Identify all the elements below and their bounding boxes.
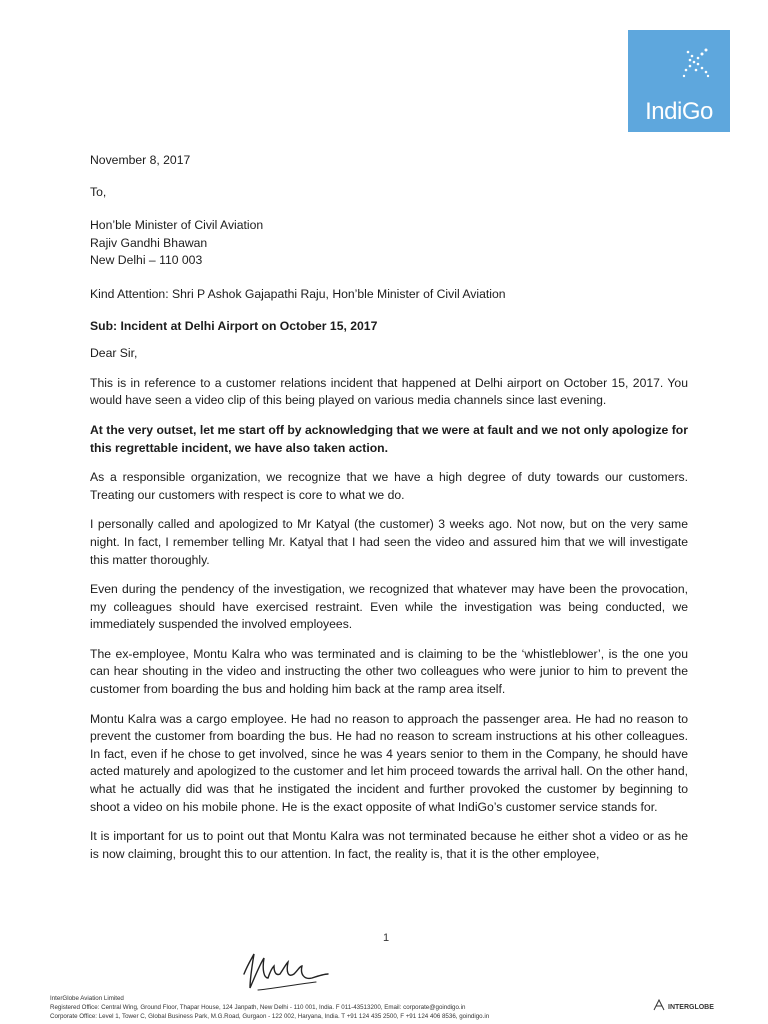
signature-icon xyxy=(238,944,334,996)
greeting: Dear Sir, xyxy=(90,346,138,361)
letter-date: November 8, 2017 xyxy=(90,153,191,167)
paragraph: Montu Kalra was a cargo employee. He had no reason to approach the passenger area. He had no reason to prevent the customer from boarding the bus. He had no reason to scream instructions at his other colleagues. In fact, even if he chose to get involved, since he was 4 years senior to them in the Company, he should have acted maturely and apologized to the customer and let him proceed towards the arrival hall. On the other hand, what he actually did was that he instigated the incident and further provoked the customer by beginning to shoot a video on his mobile phone. He is the exact opposite of what IndiGo’s customer service stands for. xyxy=(90,711,688,814)
letter-footer xyxy=(50,994,750,1021)
indigo-logo xyxy=(628,30,730,132)
paragraph: As a responsible organization, we recognize that we have a high degree of duty towards our customers. Treating our customers with respect is core to what we do. xyxy=(90,470,688,502)
paragraph: The ex-employee, Montu Kalra who was terminated and is claiming to be the ‘whistleblower’, is the one you can hear shouting in the video and instructing the other two colleagues who were junior to him to prevent the customer from boarding the bus and holding him back at the ramp area itself. xyxy=(90,646,688,697)
footer-corporate-office: Corporate Office: Level 1, Tower C, Global Business Park, M.G.Road, Gurgaon - 122 002, Haryana, India. T +91 124 435 2500, F +91 124 406 8536, goindigo.in xyxy=(50,1013,490,1020)
recipient-address xyxy=(90,217,688,270)
subject-line: Sub: Incident at Delhi Airport on October 15, 2017 xyxy=(90,318,378,333)
interglobe-mark-icon xyxy=(652,998,666,1012)
paragraph-apology: At the very outset, let me start off by acknowledging that we were at fault and we not only apologize for this regrettable incident, we have also taken action. xyxy=(90,422,688,455)
footer-company: InterGlobe Aviation Limited xyxy=(50,995,124,1002)
paragraph: This is in reference to a customer relations incident that happened at Delhi airport on October 15, 2017. You would have seen a video clip of this being played on various media channels since last evening. xyxy=(90,375,688,408)
kind-attention: Kind Attention: Shri P Ashok Gajapathi Raju, Hon’ble Minister of Civil Aviation xyxy=(90,286,506,301)
footer-brand: INTERGLOBE xyxy=(668,1004,714,1011)
address-line: Hon’ble Minister of Civil Aviation xyxy=(90,218,264,233)
logo-wordmark: IndiGo xyxy=(645,98,713,125)
salutation-to: To, xyxy=(90,184,107,199)
letter-body xyxy=(90,152,688,875)
address-line: Rajiv Gandhi Bhawan xyxy=(90,235,208,250)
page-number: 1 xyxy=(383,932,390,944)
paragraph: I personally called and apologized to Mr Katyal (the customer) 3 weeks ago. Not now, but on the very same night. In fact, I remember telling Mr. Katyal that I had seen the video and assured him that we will investigate this matter thoroughly. xyxy=(90,517,688,567)
address-line: New Delhi – 110 003 xyxy=(90,253,203,268)
footer-registered-office: Registered Office: Central Wing, Ground Floor, Thapar House, 124 Janpath, New Delhi - 110 001, India. F 011-43513200, Email: corporate@goindigo.in xyxy=(50,1004,466,1011)
paragraph: It is important for us to point out that Montu Kalra was not terminated because he either shot a video or as he is now claiming, brought this to our attention. In fact, the reality is, that it is the other employee, xyxy=(90,829,688,861)
paragraph: Even during the pendency of the investigation, we recognized that whatever may have been the provocation, my colleagues should have exercised restraint. Even while the investigation was being conducted, we immediately suspended the involved employees. xyxy=(90,582,688,632)
